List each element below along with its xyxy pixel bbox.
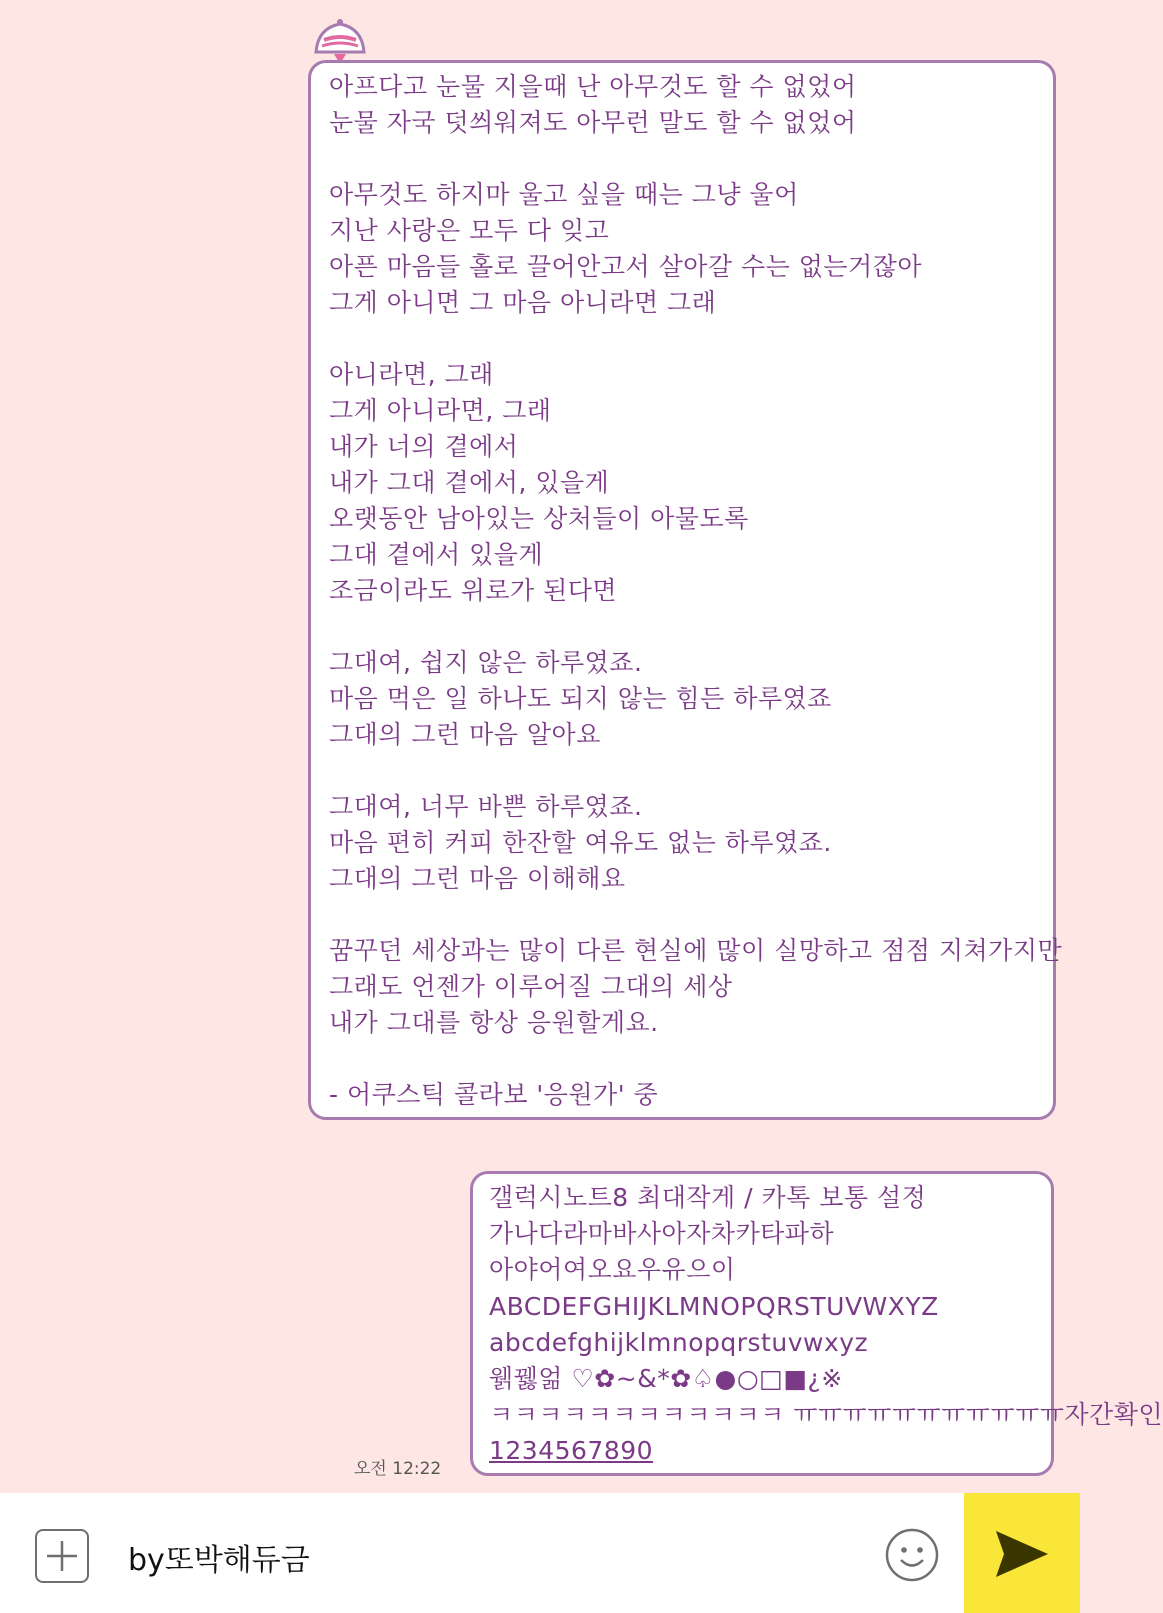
message-line: 아야어여오요우유으이: [489, 1255, 736, 1285]
font-test-lines: [489, 1180, 1163, 1470]
message-line: 오랫동안 남아있는 상처들이 아물도록: [329, 504, 749, 533]
message-line: 그대여, 너무 바쁜 하루였죠.: [329, 792, 643, 821]
blank-line: [329, 753, 1035, 789]
message-line: 내가 그대를 항상 응원할게요.: [329, 1008, 659, 1037]
message-line: 아픈 마음들 홀로 끌어안고서 살아갈 수는 없는거잖아: [329, 252, 922, 281]
message-line: 꿈꾸던 세상과는 많이 다른 현실에 많이 실망하고 점점 지쳐가지만: [329, 936, 1063, 965]
message-line: 내가 너의 곁에서: [329, 432, 519, 461]
message-line: abcdefghijklmnopqrstuvwxyz: [489, 1327, 869, 1357]
emoticon-button[interactable]: [884, 1527, 940, 1583]
attach-button[interactable]: [35, 1529, 89, 1583]
send-button[interactable]: [964, 1493, 1080, 1613]
smiley-icon: [884, 1527, 940, 1583]
blank-line: [329, 141, 1035, 177]
plus-icon: [37, 1531, 87, 1581]
blank-line: [329, 1041, 1035, 1077]
message-bubble-font-test[interactable]: [470, 1171, 1163, 1476]
blank-line: [329, 321, 1035, 357]
send-icon: [992, 1527, 1052, 1581]
message-line: 그게 아니라면, 그래: [329, 396, 552, 425]
message-line: 조금이라도 위로가 된다면: [329, 576, 618, 605]
blank-line: [329, 897, 1035, 933]
message-line: 지난 사랑은 모두 다 잊고: [329, 216, 610, 245]
message-line: 그게 아니면 그 마음 아니라면 그래: [329, 288, 717, 317]
message-line: 그대의 그런 마음 알아요: [329, 720, 601, 749]
message-line: 웱꿿얾 ♡✿~&*✿♤●○□■¿※: [489, 1363, 843, 1393]
message-line: 마음 편히 커피 한잔할 여유도 없는 하루였죠.: [329, 828, 832, 857]
message-bubble-lyrics[interactable]: [308, 60, 1063, 1120]
message-line: 아무것도 하지마 울고 싶을 때는 그냥 울어: [329, 180, 799, 209]
message-input[interactable]: by또박해듀금: [128, 1543, 310, 1578]
message-line: 갤럭시노트8 최대작게 / 카톡 보통 설정: [489, 1183, 927, 1212]
message-line: - 어쿠스틱 콜라보 '응원가' 중: [329, 1080, 659, 1109]
message-line: 1234567890: [489, 1436, 654, 1466]
message-timestamp: 오전 12:22: [354, 1459, 442, 1479]
message-line: ABCDEFGHIJKLMNOPQRSTUVWXYZ: [489, 1291, 939, 1321]
message-line: 마음 먹은 일 하나도 되지 않는 힘든 하루였죠: [329, 684, 832, 713]
message-line: 내가 그대 곁에서, 있을게: [329, 468, 610, 497]
message-line: 아프다고 눈물 지을때 난 아무것도 할 수 없었어: [329, 72, 857, 101]
lyrics-lines: [329, 69, 1063, 1113]
blank-line: [329, 609, 1035, 645]
message-line: 그대여, 쉽지 않은 하루였죠.: [329, 648, 643, 677]
message-line: 그대의 그런 마음 이해해요: [329, 864, 626, 893]
message-line: 아니라면, 그래: [329, 360, 494, 389]
message-line: ㅋㅋㅋㅋㅋㅋㅋㅋㅋㅋㅋㅋ ㅠㅠㅠㅠㅠㅠㅠㅠㅠㅠㅠ자간확인: [489, 1400, 1163, 1430]
message-line: 그대 곁에서 있을게: [329, 540, 544, 569]
message-line: 눈물 자국 덧씌워져도 아무런 말도 할 수 없었어: [329, 108, 857, 137]
message-line: 그래도 언젠가 이루어질 그대의 세상: [329, 972, 733, 1001]
message-line: 가나다라마바사아자차카타파하: [489, 1219, 835, 1249]
